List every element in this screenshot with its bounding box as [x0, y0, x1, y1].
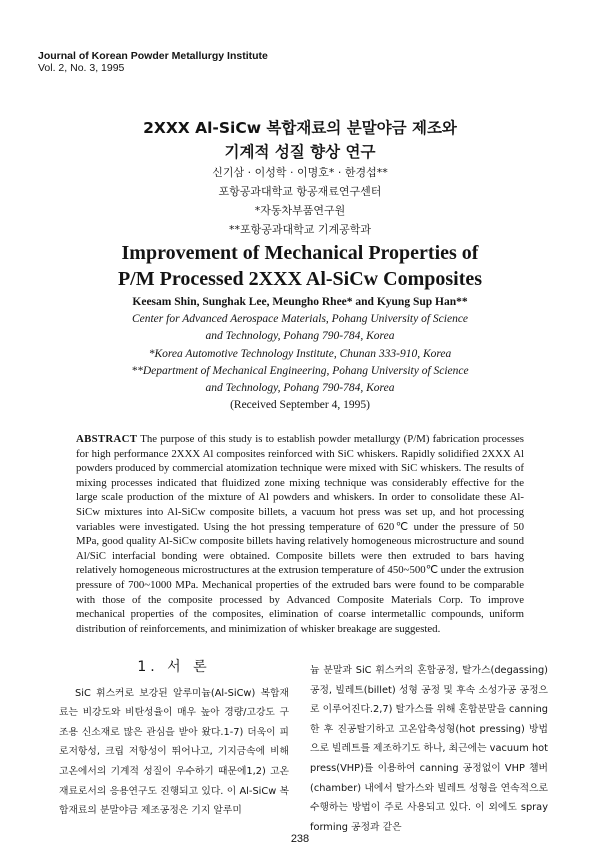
abstract-text: The purpose of this study is to establish powder metallurgy (P/M) fabrication processes for high performance 2XXX Al composites reinforced with SiC whiskers. Rapidly solidified 2XXX Al powders produced by commercial atomization technique were mixed with SiC whiskers. The results of mixing processes indicated that fluidized zone mixing technique was considerably effective for the large scale production of the mixture of Al powders and whiskers. In order to consolidate these Al-SiCw mixtures into Al-SiCw composite billets, a vacuum hot press was set up, and hot processing variables were investigated. Using the hot pressing temperature of 620℃ under the pressure of 50 MPa, good quality Al-SiCw composite billets having relatively homogeneous microstructure and sound Al/SiC interfacial bonding were obtained. Composite billets were then extruded to bars having relatively homogeneous microstructures at the extrusion temperature of 450~500℃ under the extrusion pressure of 700~1000 MPa. Mechanical properties of the extruded bars were found to be comparable with those of the composite processed by Advanced Composite Materials Corp. To improve mechanical properties of the composites, elimination of coarse intermetallic compounds, uniform distribution of reinforcements, and minimization of whisker breakage are suggested.	[76, 433, 525, 635]
korean-title	[0, 116, 600, 164]
body-paragraph-left: SiC 휘스커로 보강된 알루미늄(Al-SiCw) 복합재료는 비강도와 비탄성율이 매우 높아 경량/고강도 구조용 신소재로 많은 관심을 받아 왔다.1-7) 더욱이 피로저항성, 크립 저항성이 뛰어나고, 기지금속에 비해 고온에서의 기계적 성질이 우수하기 때문에1,2) 고온재료로서의 응용연구도 진행되고 있다. 이 Al-SiCw 복합재료의 분말야금 제조공정은 기지 알루미	[59, 687, 289, 817]
korean-affiliation-2: *자동차부품연구원	[254, 204, 346, 217]
body-paragraph-right: 늄 분말과 SiC 휘스커의 혼합공정, 탈가스(degassing) 공정, 빌레트(billet) 성형 공정 및 후속 소성가공 공정으로 이루어진다.2,7) 탈가스를 위해 혼합분말을 canning한 후 진공탈기하고 고온압축성형(hot pressing) 방법으로 빌레트를 제조하기도 하나, 최근에는 vacuum hot press(VHP)를 이용하여 canning 공정없이 VHP 챔버(chamber) 내에서 탈가스와 빌레트 성형을 연속적으로 수행하는 방법이 주로 사용되고 있다. 이 외에도 spray forming 공정과 같은	[310, 665, 548, 833]
korean-title-line2: 기계적 성질 향상 연구	[224, 143, 376, 161]
korean-affiliation-1: 포항공과대학교 항공재료연구센터	[218, 185, 382, 198]
english-authors-block	[0, 294, 600, 414]
section-heading-introduction: 1. 서 론	[137, 659, 211, 675]
journal-volume: Vol. 2, No. 3, 1995	[38, 62, 125, 74]
english-affiliation-3b: and Technology, Pohang 790-784, Korea	[205, 382, 395, 395]
english-title	[0, 240, 600, 292]
english-affiliation-2: *Korea Automotive Technology Institute, Chunan 333-910, Korea	[148, 347, 452, 360]
english-affiliation-3a: **Department of Mechanical Engineering, Pohang University of Science	[131, 364, 469, 377]
english-affiliation-1b: and Technology, Pohang 790-784, Korea	[205, 330, 395, 343]
journal-name: Journal of Korean Powder Metallurgy Institute	[38, 50, 268, 62]
page-number: 238	[290, 833, 310, 845]
english-title-line2: P/M Processed 2XXX Al-SiCw Composites	[117, 268, 483, 290]
korean-author-names: 신기삼 · 이성학 · 이명호* · 한경섭**	[212, 166, 388, 179]
english-author-names: Keesam Shin, Sunghak Lee, Meungho Rhee* and Kyung Sup Han**	[132, 296, 468, 308]
korean-title-line1: 2XXX Al-SiCw 복합재료의 분말야금 제조와	[143, 119, 457, 137]
received-date: (Received September 4, 1995)	[230, 399, 370, 412]
english-title-line1: Improvement of Mechanical Properties of	[121, 242, 479, 264]
korean-authors-block	[0, 163, 600, 239]
journal-header	[38, 50, 268, 74]
english-affiliation-1a: Center for Advanced Aerospace Materials, Pohang University of Science	[131, 313, 469, 326]
body-column-left	[59, 658, 289, 821]
abstract	[76, 432, 524, 636]
body-column-right	[310, 661, 548, 837]
korean-affiliation-3: **포항공과대학교 기계공학과	[228, 223, 371, 236]
abstract-heading: ABSTRACT	[76, 433, 138, 445]
